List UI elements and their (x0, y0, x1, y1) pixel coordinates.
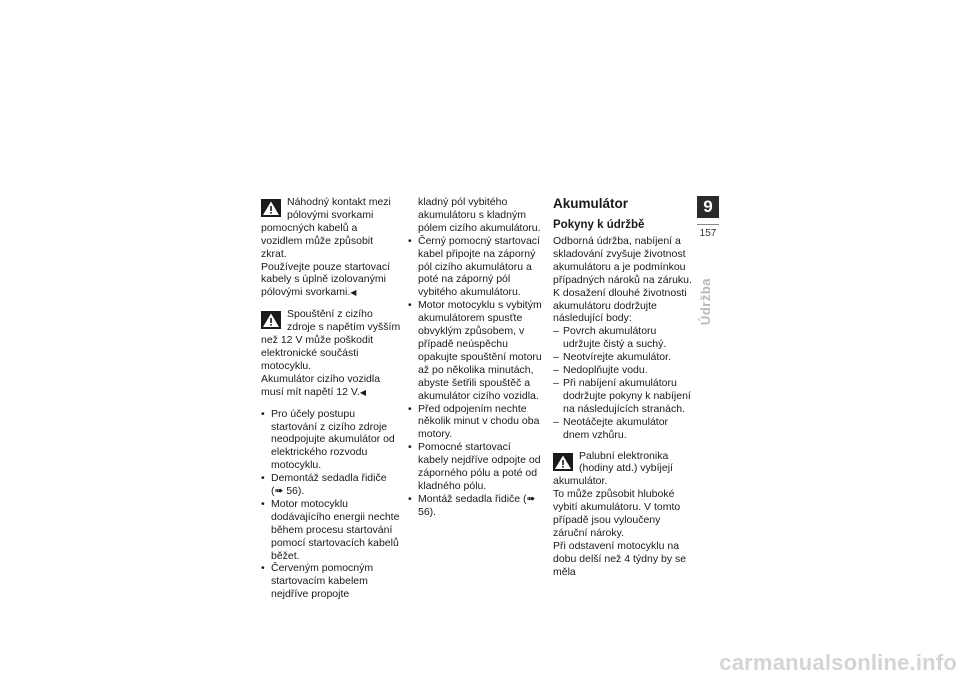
list-item: • Montáž sedadla řidiče (➠ 56). (408, 493, 543, 519)
list-item-continuation: kladný pól vybitého akumulátoru s kladným pólem cizího akumulátoru. (418, 196, 541, 234)
chapter-number: 9 (697, 196, 719, 218)
list-item: • Demontáž sedadla řidiče (➠ 56). (261, 472, 401, 498)
list-item: • Motor motocyklu dodávajícího energii nechte během procesu startování pomocí startovacích kabelů běžet. (261, 498, 401, 563)
warning-block-3 (553, 450, 693, 489)
paragraph (261, 373, 401, 400)
subsection-title: Pokyny k údržbě (553, 219, 645, 231)
list-item: • Pro účely postupu startování z cizího zdroje neodpojujte akumulátor od elektrického rozvodu motocyklu. (261, 408, 401, 473)
paragraph: To může způsobit hluboké vybití akumulátoru. V tomto případě jsou vyloučeny záruční nároky. (553, 488, 681, 539)
list-item: – Neotáčejte akumulátor dnem vzhůru. (553, 416, 693, 442)
list-item: – Při nabíjení akumulátoru dodržujte pokyny k nabíjení na následujících stranách. (553, 377, 693, 416)
list-item: • Pomocné startovací kabely nejdříve odpojte od záporného pólu a poté od kladného pólu. (408, 441, 543, 493)
warning-block-2 (261, 308, 401, 373)
page-number: 157 (699, 228, 717, 239)
warning-triangle-icon (553, 453, 573, 471)
end-mark: ◀ (359, 387, 366, 397)
warning-text-2: Spouštění z cizího zdroje s napětím vyšším než 12 V může poškodit elektronické součásti motocyklu. (261, 308, 401, 372)
bullet-list (261, 408, 401, 602)
column-2 (408, 196, 543, 519)
column-1 (261, 196, 401, 601)
paragraph-text: Používejte pouze startovací kabely s úplně izolovanými pólovými svorkami. (261, 260, 390, 299)
warning-text-3: Palubní elektronika (hodiny atd.) vybíjejí akumulátor. (553, 449, 673, 488)
dash-list (553, 325, 693, 441)
section-title: Akumulátor (553, 196, 629, 211)
list-item: • Černý pomocný startovací kabel připojte na záporný pól cizího akumulátoru a poté na záporný pól vybitého akumulátoru. (408, 235, 543, 300)
list-item: • Před odpojením nechte několik minut v chodu oba motory. (408, 403, 543, 442)
watermark: carmanualsonline.info (719, 650, 957, 675)
paragraph: K dosažení dlouhé životnosti akumulátoru dodržujte následující body: (553, 286, 687, 325)
paragraph-text: Akumulátor cizího vozidla musí mít napětí 12 V. (261, 372, 381, 398)
warning-triangle-icon (261, 199, 281, 217)
list-item: – Nedoplňujte vodu. (553, 364, 693, 377)
end-mark: ◀ (350, 288, 357, 298)
column-3 (553, 196, 693, 579)
list-item: • Motor motocyklu s vybitým akumulátorem spusťte obvyklým způsobem, v případě neúspěchu opakujte spouštění motoru až po několika minutách, abyste šetřili spouštěč a akumulátor cizího vozidla. (408, 299, 543, 402)
warning-text-1: Náhodný kontakt mezi pólovými svorkami pomocných kabelů a vozidlem může způsobit zkrat. (261, 196, 391, 260)
paragraph (261, 261, 401, 301)
list-item: – Neotvírejte akumulátor. (553, 351, 693, 364)
divider (697, 224, 719, 225)
bullet-list (408, 196, 543, 519)
list-item: – Povrch akumulátoru udržujte čistý a suchý. (553, 325, 693, 351)
paragraph: Při odstavení motocyklu na dobu delší než 4 týdny by se měla (553, 539, 687, 578)
list-item: • Červeným pomocným startovacím kabelem nejdříve propojte (261, 562, 401, 601)
warning-triangle-icon (261, 311, 281, 329)
paragraph: Odborná údržba, nabíjení a skladování zvyšuje životnost akumulátoru a je podmínkou případných nároků na záruku. (553, 235, 692, 286)
chapter-label: Údržba (698, 278, 713, 326)
warning-block-1 (261, 196, 401, 261)
